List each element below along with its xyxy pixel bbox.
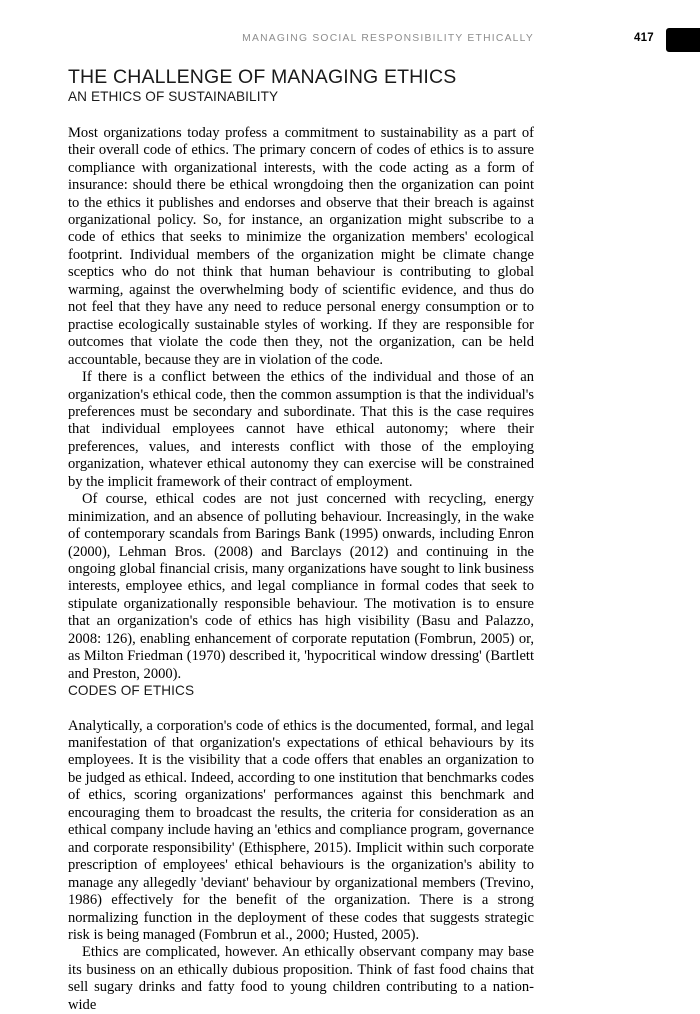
- thumb-tab-marker: [666, 28, 700, 52]
- paragraph: If there is a conflict between the ethics of the individual and those of an organization's ethical code, then the common assumption is that the individual's preferences must be secondary and subordinate. That this is the case requires that individual employees cannot have ethical autonomy; where their preferences, values, and interests conflict with those of the employing organization, whatever ethical autonomy they can exercise will be constrained by the implicit framework of their contract of employment.: [68, 369, 534, 490]
- paragraph: Most organizations today profess a commitment to sustainability as a part of their overall code of ethics. The primary concern of codes of ethics is to assure compliance with organizational interests, with the code acting as a form of insurance: should there be ethical wrongdoing then the organization can point to the ethics it publishes and endorses and observe that their breach is against organizational policy. So, for instance, an organization might subscribe to a code of ethics that seeks to minimize the organization members' ecological footprint. Individual members of the organization might be climate change sceptics who do not think that human behaviour is contributing to global warming, against the overwhelming body of scientific evidence, and thus do not feel that they have any need to reduce personal energy consumption or to practise ecologically sustainable styles of working. If they are responsible for outcomes that violate the code then they, not the organization, can be held accountable, because they are in violation of the code.: [68, 124, 534, 368]
- paragraph: Ethics are complicated, however. An ethically observant company may base its business on an ethically dubious proposition. Think of fast food chains that sell sugary drinks and fatty food to young children contributing to a nation-wide: [68, 944, 534, 1013]
- section-heading-ethics-of-sustainability: AN ETHICS OF SUSTAINABILITY: [68, 89, 279, 105]
- running-head-title: MANAGING SOCIAL RESPONSIBILITY ETHICALLY: [242, 33, 534, 44]
- page-number: 417: [634, 32, 654, 44]
- paragraph: Of course, ethical codes are not just concerned with recycling, energy minimization, and an absence of polluting behaviour. Increasingly, in the wake of contemporary scandals from Barings Bank (1995) onwards, including Enron (2000), Lehman Bros. (2008) and Barclays (2012) and continuing in the ongoing global financial crisis, many organizations have sought to link business interests, employee ethics, and legal compliance in formal codes that seek to stipulate organizationally responsible behaviour. The motivation is to ensure that an organization's code of ethics has high visibility (Basu and Palazzo, 2008: 126), enabling enhancement of corporate reputation (Fombrun, 2005) or, as Milton Friedman (1970) described it, 'hypocritical window dressing' (Bartlett and Preston, 2000).: [68, 491, 534, 682]
- text-column: [68, 66, 534, 1014]
- section-heading-codes-of-ethics: CODES OF ETHICS: [68, 683, 195, 699]
- chapter-title: THE CHALLENGE OF MANAGING ETHICS: [68, 66, 457, 88]
- paragraph: Analytically, a corporation's code of ethics is the documented, formal, and legal manifestation of that organization's expectations of ethical behaviours by its employees. It is the visibility that a code offers that enables an organization to be judged as ethical. Indeed, according to one institution that benchmarks codes of ethics, scoring organizations' performances against this benchmark and encouraging them to broadcast the results, the criteria for consideration as an ethical company include having an 'ethics and compliance program, governance and corporate responsibility' (Ethisphere, 2015). Implicit within such corporate prescription of employees' ethical behaviours is the organization's ability to manage any allegedly 'deviant' behaviour by organizational members (Trevino, 1986) effectively for the benefit of the organization. There is a strong normalizing function in the deployment of these codes that suggests strategic risk is being managed (Fombrun et al., 2000; Husted, 2005).: [68, 717, 534, 943]
- running-header: [0, 33, 700, 55]
